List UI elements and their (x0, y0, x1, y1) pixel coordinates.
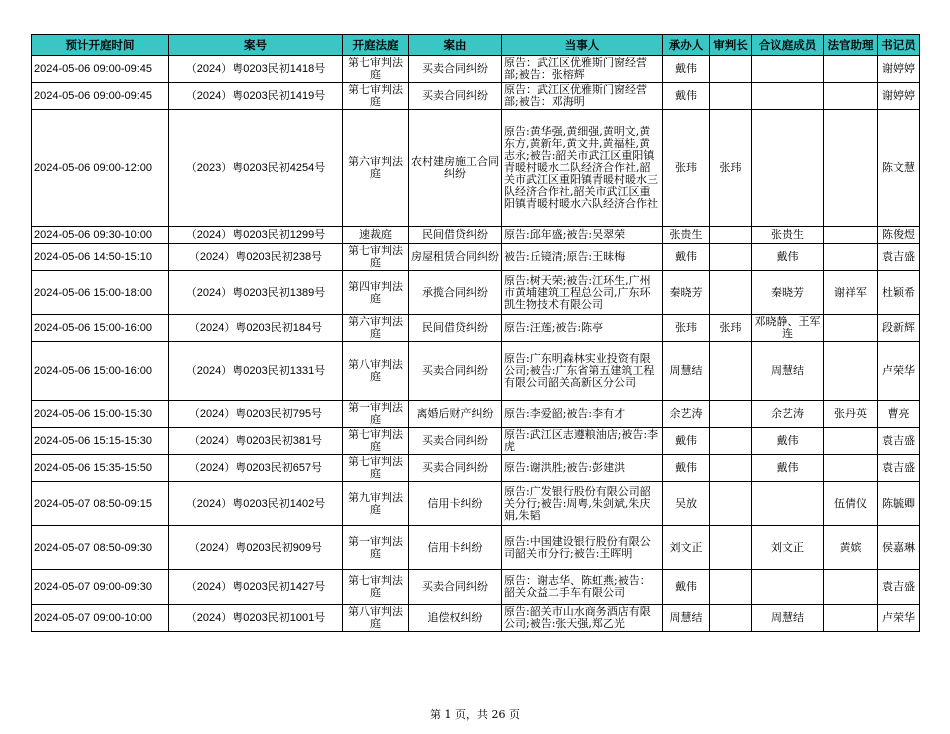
header-clerk: 书记员 (878, 35, 920, 56)
panel-members-cell (752, 56, 824, 83)
parties-cell: 原告:广东明森林实业投资有限公司;被告:广东省第五建筑工程有限公司韶关高新区分公司 (502, 342, 663, 401)
parties-cell: 原告:汪莲;被告:陈亭 (502, 315, 663, 342)
panel-members-cell (752, 110, 824, 227)
header-handler: 承办人 (663, 35, 710, 56)
table-row (32, 83, 920, 110)
table-row (32, 428, 920, 455)
chief-judge-cell (710, 570, 752, 605)
cause-cell: 农村建房施工合同纠纷 (409, 110, 502, 227)
case-number-cell: （2024）粤0203民初795号 (169, 401, 343, 428)
case-number-cell: （2024）粤0203民初1402号 (169, 482, 343, 526)
case-number-cell: （2024）粤0203民初381号 (169, 428, 343, 455)
time-cell: 2024-05-06 15:15-15:30 (32, 428, 169, 455)
chief-judge-cell (710, 56, 752, 83)
panel-members-cell: 周慧结 (752, 342, 824, 401)
time-cell: 2024-05-06 09:00-09:45 (32, 56, 169, 83)
clerk-cell: 谢婷婷 (878, 56, 920, 83)
handler-cell: 吴放 (663, 482, 710, 526)
cause-cell: 信用卡纠纷 (409, 526, 502, 570)
time-cell: 2024-05-07 09:00-09:30 (32, 570, 169, 605)
judge-assistant-cell: 伍倩仪 (824, 482, 878, 526)
header-chief-judge: 审判长 (710, 35, 752, 56)
courtroom-cell: 第七审判法庭 (343, 570, 409, 605)
cause-cell: 买卖合同纠纷 (409, 83, 502, 110)
time-cell: 2024-05-06 09:00-12:00 (32, 110, 169, 227)
handler-cell: 戴伟 (663, 570, 710, 605)
table-row (32, 342, 920, 401)
cause-cell: 离婚后财产纠纷 (409, 401, 502, 428)
case-number-cell: （2024）粤0203民初1389号 (169, 271, 343, 315)
header-parties: 当事人 (502, 35, 663, 56)
clerk-cell: 袁吉盛 (878, 428, 920, 455)
courtroom-cell: 第八审判法庭 (343, 342, 409, 401)
case-number-cell: （2024）粤0203民初184号 (169, 315, 343, 342)
table-row (32, 315, 920, 342)
judge-assistant-cell: 张丹英 (824, 401, 878, 428)
table-header-row (32, 35, 920, 56)
parties-cell: 被告:丘镜清;原告:王昧梅 (502, 244, 663, 271)
judge-assistant-cell (824, 227, 878, 244)
header-cause: 案由 (409, 35, 502, 56)
judge-assistant-cell (824, 605, 878, 632)
parties-cell: 原告:中国建设银行股份有限公司韶关市分行;被告:王晖明 (502, 526, 663, 570)
handler-cell: 余艺涛 (663, 401, 710, 428)
panel-members-cell (752, 570, 824, 605)
cause-cell: 买卖合同纠纷 (409, 455, 502, 482)
judge-assistant-cell (824, 315, 878, 342)
table-row (32, 455, 920, 482)
cause-cell: 承揽合同纠纷 (409, 271, 502, 315)
table-row (32, 271, 920, 315)
judge-assistant-cell (824, 570, 878, 605)
handler-cell: 张贵生 (663, 227, 710, 244)
courtroom-cell: 速裁庭 (343, 227, 409, 244)
case-number-cell: （2024）粤0203民初1331号 (169, 342, 343, 401)
cause-cell: 民间借贷纠纷 (409, 315, 502, 342)
table-row (32, 110, 920, 227)
cause-cell: 买卖合同纠纷 (409, 56, 502, 83)
clerk-cell: 袁吉盛 (878, 570, 920, 605)
time-cell: 2024-05-06 15:35-15:50 (32, 455, 169, 482)
judge-assistant-cell (824, 428, 878, 455)
case-number-cell: （2024）粤0203民初238号 (169, 244, 343, 271)
judge-assistant-cell: 谢祥军 (824, 271, 878, 315)
clerk-cell: 曹亮 (878, 401, 920, 428)
judge-assistant-cell (824, 244, 878, 271)
clerk-cell: 卢荣华 (878, 605, 920, 632)
case-number-cell: （2024）粤0203民初1418号 (169, 56, 343, 83)
parties-cell: 原告:树天荣;被告:江环生,广州市黄埔建筑工程总公司,广东环凯生物技术有限公司 (502, 271, 663, 315)
chief-judge-cell (710, 401, 752, 428)
handler-cell: 戴伟 (663, 56, 710, 83)
judge-assistant-cell (824, 110, 878, 227)
courtroom-cell: 第一审判法庭 (343, 401, 409, 428)
panel-members-cell: 张贵生 (752, 227, 824, 244)
courtroom-cell: 第七审判法庭 (343, 244, 409, 271)
chief-judge-cell (710, 244, 752, 271)
handler-cell: 张玮 (663, 315, 710, 342)
cause-cell: 买卖合同纠纷 (409, 342, 502, 401)
time-cell: 2024-05-06 09:00-09:45 (32, 83, 169, 110)
judge-assistant-cell: 黄嫔 (824, 526, 878, 570)
time-cell: 2024-05-06 14:50-15:10 (32, 244, 169, 271)
panel-members-cell: 邓晓静、王军连 (752, 315, 824, 342)
handler-cell: 刘文正 (663, 526, 710, 570)
parties-cell: 原告：武江区优雅斯门窗经营部;被告：邓海明 (502, 83, 663, 110)
time-cell: 2024-05-07 08:50-09:30 (32, 526, 169, 570)
panel-members-cell: 秦晓芳 (752, 271, 824, 315)
header-scheduled-time: 预计开庭时间 (32, 35, 169, 56)
clerk-cell: 陈文慧 (878, 110, 920, 227)
handler-cell: 张玮 (663, 110, 710, 227)
time-cell: 2024-05-07 08:50-09:15 (32, 482, 169, 526)
cause-cell: 买卖合同纠纷 (409, 428, 502, 455)
time-cell: 2024-05-07 09:00-10:00 (32, 605, 169, 632)
case-number-cell: （2023）粤0203民初4254号 (169, 110, 343, 227)
chief-judge-cell: 张玮 (710, 315, 752, 342)
chief-judge-cell (710, 482, 752, 526)
cause-cell: 信用卡纠纷 (409, 482, 502, 526)
chief-judge-cell (710, 455, 752, 482)
header-case-number: 案号 (169, 35, 343, 56)
judge-assistant-cell (824, 455, 878, 482)
case-number-cell: （2024）粤0203民初1001号 (169, 605, 343, 632)
chief-judge-cell (710, 271, 752, 315)
courtroom-cell: 第一审判法庭 (343, 526, 409, 570)
judge-assistant-cell (824, 56, 878, 83)
chief-judge-cell (710, 526, 752, 570)
parties-cell: 原告:李爱韶;被告:李有才 (502, 401, 663, 428)
table-row (32, 482, 920, 526)
cause-cell: 追偿权纠纷 (409, 605, 502, 632)
clerk-cell: 袁吉盛 (878, 455, 920, 482)
clerk-cell: 段新辉 (878, 315, 920, 342)
handler-cell: 周慧结 (663, 605, 710, 632)
hearing-schedule-table (31, 34, 920, 632)
parties-cell: 原告：谢志华、陈虹燕;被告：韶关众益二手车有限公司 (502, 570, 663, 605)
parties-cell: 原告：武江区优雅斯门窗经营部;被告：张榕辉 (502, 56, 663, 83)
courtroom-cell: 第九审判法庭 (343, 482, 409, 526)
header-courtroom: 开庭法庭 (343, 35, 409, 56)
chief-judge-cell (710, 342, 752, 401)
clerk-cell: 陈俊煜 (878, 227, 920, 244)
handler-cell: 周慧结 (663, 342, 710, 401)
panel-members-cell: 刘文正 (752, 526, 824, 570)
header-judge-assistant: 法官助理 (824, 35, 878, 56)
table-row (32, 56, 920, 83)
clerk-cell: 杜颖希 (878, 271, 920, 315)
chief-judge-cell (710, 227, 752, 244)
time-cell: 2024-05-06 09:30-10:00 (32, 227, 169, 244)
table-row (32, 526, 920, 570)
judge-assistant-cell (824, 342, 878, 401)
time-cell: 2024-05-06 15:00-16:00 (32, 342, 169, 401)
panel-members-cell: 周慧结 (752, 605, 824, 632)
parties-cell: 原告:黄华强,黄细强,黄明文,黄东方,黄新年,黄文井,黄福桂,黄志永;被告:韶关市武江区重阳镇青暖村暖水二队经济合作社,韶关市武江区重阳镇青暖村暖水三队经济合作社,韶关市武江区重阳镇青暖村暖水六队经济合作社 (502, 110, 663, 227)
chief-judge-cell (710, 428, 752, 455)
courtroom-cell: 第七审判法庭 (343, 56, 409, 83)
handler-cell: 戴伟 (663, 455, 710, 482)
case-number-cell: （2024）粤0203民初657号 (169, 455, 343, 482)
clerk-cell: 侯嘉琳 (878, 526, 920, 570)
table-row (32, 227, 920, 244)
panel-members-cell: 戴伟 (752, 244, 824, 271)
panel-members-cell (752, 482, 824, 526)
page-indicator: 第 1 页，共 26 页 (430, 708, 520, 721)
parties-cell: 原告:邱年盛;被告:吴翠荣 (502, 227, 663, 244)
handler-cell: 戴伟 (663, 244, 710, 271)
handler-cell: 戴伟 (663, 428, 710, 455)
panel-members-cell: 戴伟 (752, 428, 824, 455)
courtroom-cell: 第七审判法庭 (343, 428, 409, 455)
table-row (32, 244, 920, 271)
handler-cell: 戴伟 (663, 83, 710, 110)
clerk-cell: 陈毓卿 (878, 482, 920, 526)
case-number-cell: （2024）粤0203民初1427号 (169, 570, 343, 605)
courtroom-cell: 第七审判法庭 (343, 455, 409, 482)
panel-members-cell: 余艺涛 (752, 401, 824, 428)
cause-cell: 房屋租赁合同纠纷 (409, 244, 502, 271)
clerk-cell: 卢荣华 (878, 342, 920, 401)
courtroom-cell: 第六审判法庭 (343, 110, 409, 227)
chief-judge-cell: 张玮 (710, 110, 752, 227)
parties-cell: 原告:武江区志遵粮油店;被告:李虎 (502, 428, 663, 455)
parties-cell: 原告:韶关市山水商务酒店有限公司;被告:张天强,郑乙光 (502, 605, 663, 632)
chief-judge-cell (710, 605, 752, 632)
table-row (32, 401, 920, 428)
time-cell: 2024-05-06 15:00-16:00 (32, 315, 169, 342)
cause-cell: 民间借贷纠纷 (409, 227, 502, 244)
panel-members-cell (752, 83, 824, 110)
courtroom-cell: 第六审判法庭 (343, 315, 409, 342)
panel-members-cell: 戴伟 (752, 455, 824, 482)
cause-cell: 买卖合同纠纷 (409, 570, 502, 605)
case-number-cell: （2024）粤0203民初1299号 (169, 227, 343, 244)
table-row (32, 570, 920, 605)
table-row (32, 605, 920, 632)
chief-judge-cell (710, 83, 752, 110)
handler-cell: 秦晓芳 (663, 271, 710, 315)
courtroom-cell: 第四审判法庭 (343, 271, 409, 315)
header-panel-members: 合议庭成员 (752, 35, 824, 56)
case-number-cell: （2024）粤0203民初1419号 (169, 83, 343, 110)
courtroom-cell: 第七审判法庭 (343, 83, 409, 110)
parties-cell: 原告:广发银行股份有限公司韶关分行;被告:周粤,朱剑斌,朱庆娟,朱韬 (502, 482, 663, 526)
case-number-cell: （2024）粤0203民初909号 (169, 526, 343, 570)
clerk-cell: 袁吉盛 (878, 244, 920, 271)
time-cell: 2024-05-06 15:00-15:30 (32, 401, 169, 428)
judge-assistant-cell (824, 83, 878, 110)
parties-cell: 原告:谢洪胜;被告:彭建洪 (502, 455, 663, 482)
clerk-cell: 谢婷婷 (878, 83, 920, 110)
courtroom-cell: 第八审判法庭 (343, 605, 409, 632)
time-cell: 2024-05-06 15:00-18:00 (32, 271, 169, 315)
